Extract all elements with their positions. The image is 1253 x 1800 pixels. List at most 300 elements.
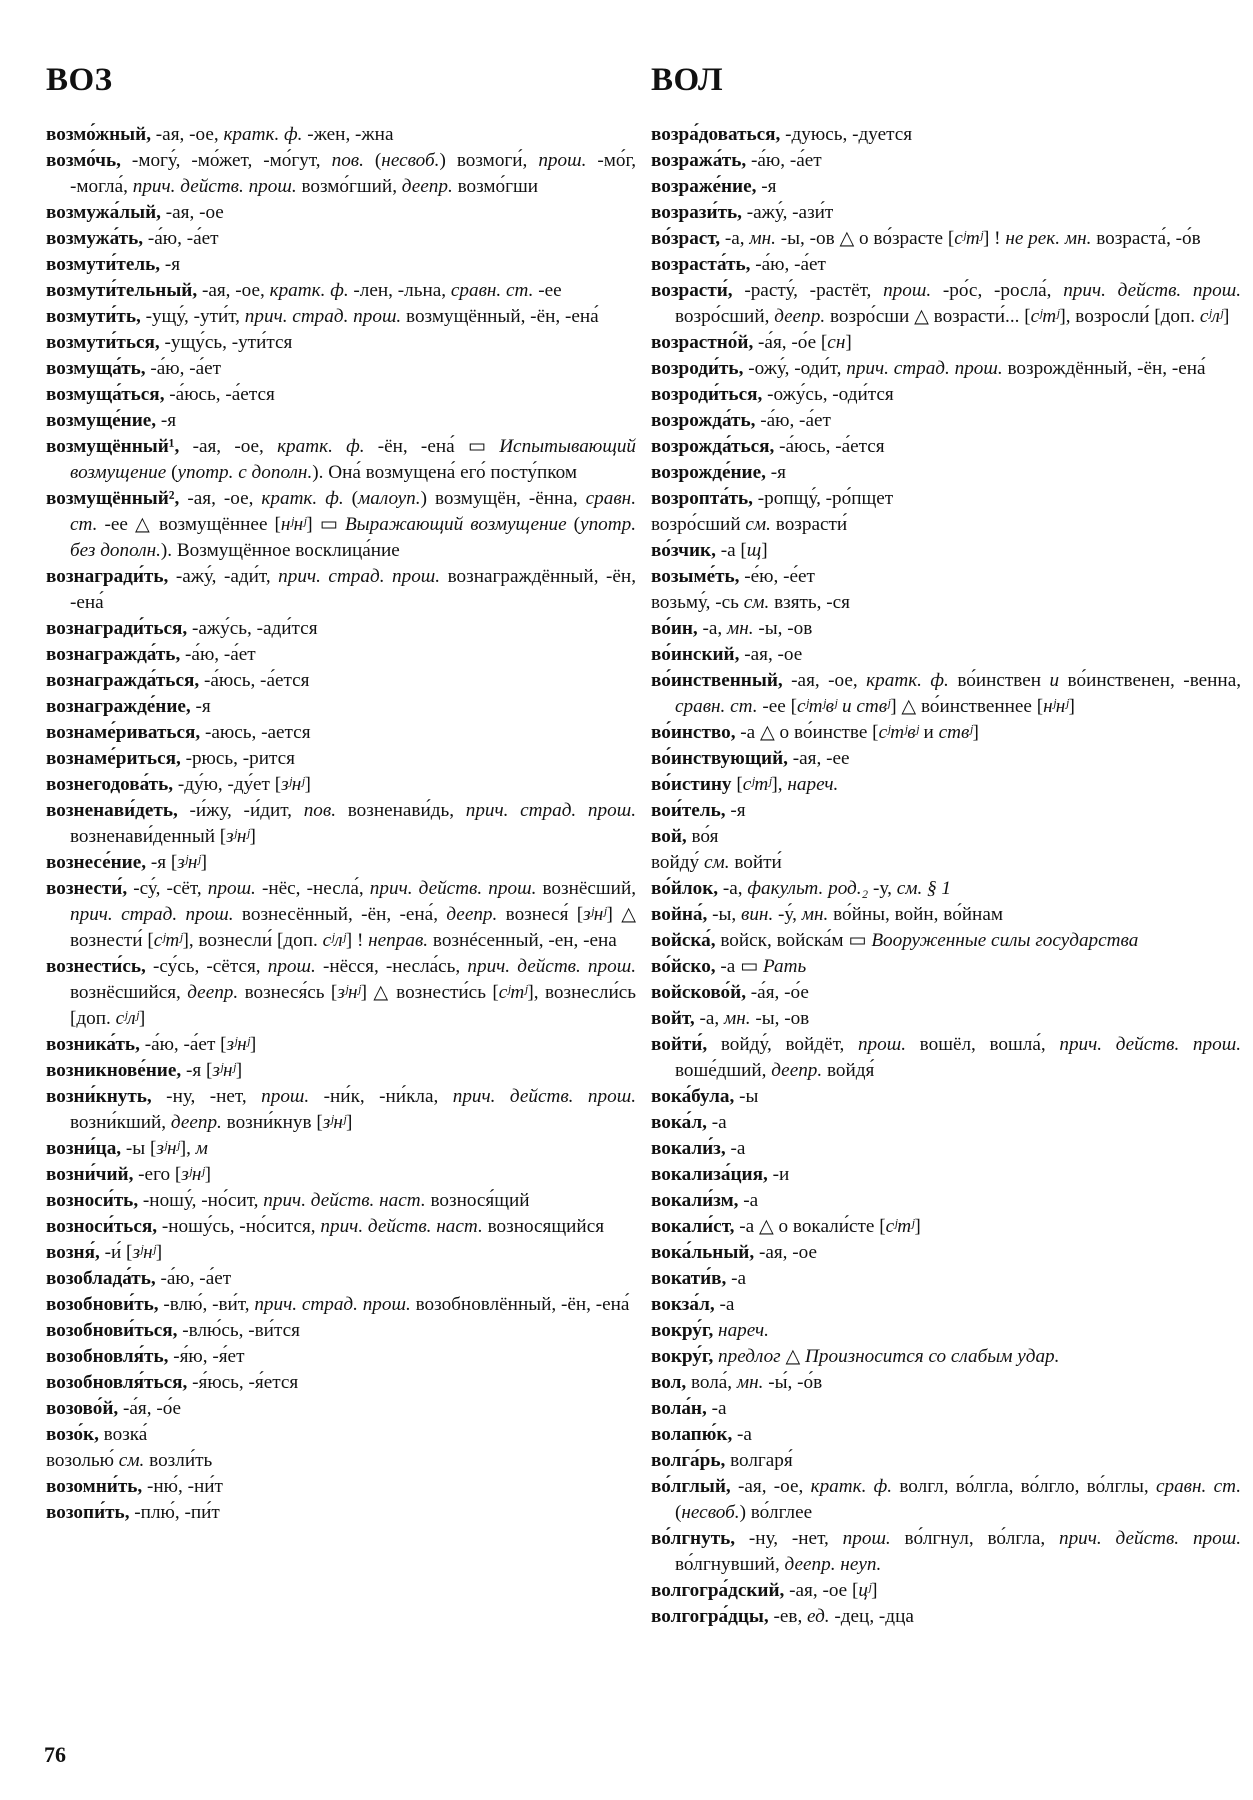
dictionary-entry <box>46 1448 636 1474</box>
grammar-note: нареч. <box>718 1320 769 1341</box>
entry-text: -а <box>706 1398 727 1419</box>
entry-text: ] △ вознести́сь [ <box>360 982 499 1003</box>
entry-headword: возроди́ться, <box>651 384 763 405</box>
grammar-note: Испытывающий возмущение <box>70 436 637 483</box>
grammar-note: нареч. <box>787 774 839 795</box>
dictionary-entry <box>651 486 1241 512</box>
grammar-note: прош. <box>857 1034 907 1055</box>
entry-headword: возобновля́ть, <box>46 1346 169 1367</box>
entry-headword: возрожда́ть, <box>651 410 756 431</box>
dictionary-entry <box>651 356 1241 382</box>
entry-text: [ <box>731 774 743 795</box>
entry-text: во́лгнувший, <box>675 1554 785 1575</box>
entry-text: возрасти́ <box>770 514 848 535</box>
grammar-note: прош. <box>842 1528 891 1549</box>
entry-text: ] <box>235 1060 243 1081</box>
grammar-note: зʲнʲ <box>177 852 201 873</box>
entry-text: -и́жу, -и́дит, <box>177 800 304 821</box>
entry-headword: во́зраст, <box>651 228 721 249</box>
entry-text: вознеся́ [ <box>497 904 584 925</box>
page-number: 76 <box>44 1742 66 1767</box>
dictionary-entry <box>651 538 1241 564</box>
grammar-note: прич. страд. прош. <box>70 904 234 925</box>
dictionary-entry <box>46 746 636 772</box>
entry-text: возро́сши △ возрасти́... [ <box>825 306 1031 327</box>
entry-text: вознéсенный, -ен, -ена <box>428 930 617 951</box>
entry-headword: вокза́л, <box>651 1294 715 1315</box>
entry-text: -и́ [ <box>99 1242 133 1263</box>
entry-text: -ее △ возмущённее [ <box>97 514 281 535</box>
entry-text: -я <box>765 462 786 483</box>
grammar-note: см. <box>118 1450 145 1471</box>
dictionary-entry <box>651 564 1241 590</box>
entry-text: ], <box>771 774 788 795</box>
dictionary-entry <box>651 928 1241 954</box>
entry-headword: волгогра́дцы, <box>651 1606 769 1627</box>
entry-text: -ожу́сь, -оди́тся <box>762 384 894 405</box>
entry-text: -у, <box>868 878 897 899</box>
grammar-note: зʲнʲ <box>337 982 361 1003</box>
entry-headword: вол, <box>651 1372 687 1393</box>
dictionary-entry <box>46 252 636 278</box>
entry-text: ] <box>972 722 979 743</box>
entry-headword: возмущённый¹, <box>46 436 180 457</box>
grammar-note: зʲнʲ <box>156 1138 180 1159</box>
grammar-note: зʲнʲ <box>322 1112 347 1133</box>
grammar-note: кратк. ф. <box>277 436 365 457</box>
entry-text: -а [ <box>715 540 747 561</box>
entry-text: во́я <box>686 826 719 847</box>
entry-text: ( <box>343 488 359 509</box>
dictionary-entry <box>46 668 636 694</box>
grammar-note: мн. <box>801 904 829 925</box>
entry-text: войск, войска́м ▭ <box>715 930 872 951</box>
grammar-note: зʲнʲ <box>181 1164 205 1185</box>
dictionary-entry <box>651 902 1241 928</box>
entry-text: -ню́, -ни́т <box>142 1476 223 1497</box>
entry-text: -ы́, -о́в <box>763 1372 823 1393</box>
grammar-note: Выражающий возмущение <box>344 514 567 535</box>
dictionary-entry <box>651 1136 1241 1162</box>
entry-text: -нёс, -несла́, <box>255 878 370 899</box>
entry-headword: вока́льный, <box>651 1242 755 1263</box>
entry-text: ( <box>675 1502 682 1523</box>
entry-text: -я [ <box>181 1060 213 1081</box>
dictionary-entry <box>651 1188 1241 1214</box>
dictionary-entry <box>651 980 1241 1006</box>
entry-headword: вокру́г, <box>651 1320 714 1341</box>
entry-text: возьму́, -сь <box>651 592 744 613</box>
grammar-note: прош. <box>883 280 932 301</box>
entry-headword: возмуще́ние, <box>46 410 157 431</box>
entry-text: -ро́с, -росла́, <box>931 280 1064 301</box>
entry-text: во́инственен, -венна, <box>1059 670 1242 691</box>
grammar-note: сравн. ст. <box>70 488 636 535</box>
dictionary-entry <box>46 1084 636 1136</box>
grammar-note: кратк. ф. <box>810 1476 893 1497</box>
entry-text: вознаграждённый, -ён, -ена́ <box>70 566 636 613</box>
entry-text: вознёсший, <box>536 878 637 899</box>
entry-text: -ы [ <box>121 1138 157 1159</box>
dictionary-entry <box>46 1318 636 1344</box>
entry-headword: возни́ца, <box>46 1138 122 1159</box>
entry-text: ] △ во́инственнее [ <box>890 696 1044 717</box>
entry-text: -ущу́сь, -ути́тся <box>159 332 293 353</box>
entry-headword: вознегодова́ть, <box>46 774 174 795</box>
entry-text: ] <box>155 1242 163 1263</box>
entry-text: возолью́ <box>46 1450 119 1471</box>
entry-text: -я <box>725 800 746 821</box>
entry-text: -ы <box>734 1086 759 1107</box>
entry-headword: возропта́ть, <box>651 488 753 509</box>
grammar-note: и <box>1049 670 1060 691</box>
entry-text: -а ▭ <box>715 956 764 977</box>
entry-text: ). Возмущённое восклица́ние <box>160 540 400 561</box>
grammar-note: сʲлʲ <box>115 1008 139 1029</box>
entry-text: ] <box>845 332 852 353</box>
grammar-note: прич. страд. прош. <box>465 800 636 821</box>
entry-text: -а́я, -о́е <box>118 1398 182 1419</box>
grammar-note: пов. <box>331 150 364 171</box>
entry-text: ] <box>914 1216 921 1237</box>
dictionary-entry <box>651 434 1241 460</box>
entry-text: -плю́, -пи́т <box>129 1502 220 1523</box>
entry-text: -а, <box>720 228 750 249</box>
entry-text: -ношу́, -но́сит, <box>138 1190 264 1211</box>
grammar-note: кратк. ф. <box>261 488 344 509</box>
entry-text: -а́юсь, -а́ется <box>164 384 275 405</box>
entry-text: -а, <box>718 878 748 899</box>
dictionary-entry <box>46 278 636 304</box>
dictionary-entry <box>46 200 636 226</box>
entry-text: -ы, -ов <box>750 1008 810 1029</box>
grammar-note: несвоб. <box>681 1502 740 1523</box>
dictionary-entry <box>651 1604 1241 1630</box>
grammar-note: прич. страд. прош. <box>244 306 402 327</box>
grammar-note: см. <box>743 592 770 613</box>
dictionary-entry <box>651 746 1241 772</box>
entry-text: -расту́, -растёт, <box>732 280 884 301</box>
entry-headword: вои́тель, <box>651 800 726 821</box>
grammar-note: деепр. неуп. <box>784 1554 882 1575</box>
entry-headword: вознесе́ние, <box>46 852 147 873</box>
dictionary-entry <box>46 1344 636 1370</box>
entry-text: -ая, -ое [ <box>784 1580 859 1601</box>
entry-headword: вознаме́риться, <box>46 748 181 769</box>
entry-text: -ая, -ое, <box>730 1476 811 1497</box>
grammar-note: прич. страд. прош. <box>846 358 1003 379</box>
grammar-note: употр. без дополн. <box>70 514 636 561</box>
dictionary-entry <box>46 798 636 850</box>
dictionary-entry <box>651 1292 1241 1318</box>
entry-text: ], <box>179 1138 196 1159</box>
dictionary-entry <box>46 226 636 252</box>
entry-text: -аюсь, -ается <box>200 722 311 743</box>
entry-headword: возмо́жный, <box>46 124 151 145</box>
entry-text: ] ! <box>345 930 369 951</box>
dictionary-entry <box>651 226 1241 252</box>
entry-text: во́йны, войн, во́йнам <box>828 904 1003 925</box>
grammar-note: сравн. ст. <box>450 280 534 301</box>
entry-text: -ая, -ое, <box>782 670 867 691</box>
dictionary-entry <box>46 954 636 1032</box>
entry-headword: волга́рь, <box>651 1450 726 1471</box>
entry-text: войдя́ <box>822 1060 875 1081</box>
dictionary-entry <box>651 772 1241 798</box>
entry-text: ] ! <box>982 228 1006 249</box>
grammar-note: сʲтʲвʲ <box>796 696 838 717</box>
grammar-note: зʲнʲ <box>281 774 305 795</box>
dictionary-entry <box>651 590 1241 616</box>
grammar-note: нʲнʲ <box>280 514 307 535</box>
entry-text: -я <box>156 410 177 431</box>
entry-text: ( <box>566 514 581 535</box>
grammar-note: прич. действ. прош. <box>1058 1528 1242 1549</box>
entry-headword: возни́чий, <box>46 1164 134 1185</box>
entry-text: -а́юсь, -а́ется <box>199 670 310 691</box>
entry-text: возли́ть <box>144 1450 213 1471</box>
entry-text: -ажу́сь, -ади́тся <box>187 618 318 639</box>
entry-headword: возо́к, <box>46 1424 99 1445</box>
entry-headword: возника́ть, <box>46 1034 140 1055</box>
entry-text: -а́ю, -а́ет <box>746 150 822 171</box>
grammar-note: прош. <box>538 150 587 171</box>
entry-text: ( <box>363 150 382 171</box>
dictionary-entry <box>46 1214 636 1240</box>
grammar-note: вин. <box>741 904 774 925</box>
entry-text: -нёсся, -несла́сь, <box>315 956 468 977</box>
entry-text: -ая, -ое, <box>179 488 262 509</box>
dictionary-entry <box>651 1396 1241 1422</box>
dictionary-entry <box>46 1136 636 1162</box>
entry-headword: вознагради́ться, <box>46 618 188 639</box>
entry-headword: возмуща́ться, <box>46 384 165 405</box>
entry-text: -влю́сь, -ви́тся <box>177 1320 300 1341</box>
entry-text: -ая, -ое <box>160 202 224 223</box>
entry-headword: возмути́ться, <box>46 332 160 353</box>
entry-text: возни́кший, <box>70 1112 171 1133</box>
entry-text: -а́ю, -а́ет <box>755 410 831 431</box>
entry-text: возка́ <box>98 1424 148 1445</box>
entry-headword: вокати́в, <box>651 1268 727 1289</box>
entry-text: вознесённый, -ён, -ена́, <box>233 904 447 925</box>
grammar-note: деепр. <box>401 176 453 197</box>
entry-headword: возникнове́ние, <box>46 1060 182 1081</box>
entry-headword: волапю́к, <box>651 1424 733 1445</box>
left-entries <box>46 122 636 1526</box>
entry-text: и <box>918 722 939 743</box>
entry-text: -могу́, -мо́жет, -мо́гут, <box>120 150 332 171</box>
entry-text: волгаря́ <box>725 1450 793 1471</box>
grammar-note: нʲнʲ <box>1043 696 1069 717</box>
entry-text: -а́ю, -а́ет <box>155 1268 232 1289</box>
entry-headword: возрасти́, <box>651 280 733 301</box>
entry-headword: возрази́ть, <box>651 202 742 223</box>
entry-headword: возненави́деть, <box>46 800 178 821</box>
entry-text: ] <box>761 540 768 561</box>
dictionary-entry <box>651 824 1241 850</box>
entry-text: возненави́денный [ <box>70 826 227 847</box>
entry-text: ], вознесли́ [доп. <box>182 930 323 951</box>
dictionary-entry <box>46 434 636 486</box>
grammar-note: прич. действ. наст. <box>263 1190 426 1211</box>
entry-text: -влю́, -ви́т, <box>158 1294 255 1315</box>
entry-text: ] <box>871 1580 878 1601</box>
dictionary-entry <box>46 330 636 356</box>
dictionary-entry <box>46 1240 636 1266</box>
dictionary-entry <box>46 694 636 720</box>
entry-headword: возмуща́ть, <box>46 358 146 379</box>
entry-headword: возоблада́ть, <box>46 1268 156 1289</box>
grammar-note: ед. <box>807 1606 830 1627</box>
grammar-note: щ <box>746 540 762 561</box>
entry-text: возмо́гший, <box>296 176 402 197</box>
dictionary-entry <box>46 876 636 954</box>
entry-text: -а, <box>694 1008 724 1029</box>
right-column <box>651 60 1241 1630</box>
entry-text: -су́сь, -сётся, <box>145 956 268 977</box>
dictionary-entry <box>651 642 1241 668</box>
dictionary-entry <box>651 460 1241 486</box>
dictionary-entry <box>46 148 636 200</box>
entry-text: вола́, <box>686 1372 737 1393</box>
entry-headword: возрастно́й, <box>651 332 754 353</box>
entry-headword: возраста́ть, <box>651 254 751 275</box>
entry-headword: во́истину <box>651 774 732 795</box>
entry-text: -ажу́, -ади́т, <box>168 566 279 587</box>
entry-headword: вока́була, <box>651 1086 735 1107</box>
dictionary-entry <box>46 1396 636 1422</box>
grammar-note: прич. действ. прош. <box>369 878 537 899</box>
grammar-note: зʲнʲ <box>226 826 250 847</box>
entry-headword: возроди́ть, <box>651 358 744 379</box>
dictionary-entry <box>46 1370 636 1396</box>
entry-text: ( <box>166 462 178 483</box>
grammar-note: прич. страд. прош. <box>254 1294 411 1315</box>
entry-headword: вока́л, <box>651 1112 707 1133</box>
grammar-note: Произносится со слабым удар. <box>805 1346 1060 1367</box>
grammar-note: предлог <box>718 1346 781 1367</box>
dictionary-entry <box>651 122 1241 148</box>
grammar-note: неправ. <box>368 930 429 951</box>
entry-headword: войти́, <box>651 1034 708 1055</box>
grammar-note: мн. <box>749 228 776 249</box>
entry-text: возраста́, -о́в <box>1091 228 1201 249</box>
dictionary-entry <box>46 1422 636 1448</box>
entry-text: -а, <box>697 618 728 639</box>
entry-text: -ожу́, -оди́т, <box>743 358 847 379</box>
dictionary-entry <box>651 1344 1241 1370</box>
entry-text: -и <box>767 1164 790 1185</box>
dictionary-entry <box>651 1448 1241 1474</box>
entry-text: -я́юсь, -я́ется <box>187 1372 299 1393</box>
grammar-note: зʲнʲ <box>226 1034 250 1055</box>
entry-text: ) возмущён, -ённа, <box>420 488 586 509</box>
entry-headword: возмужа́лый, <box>46 202 161 223</box>
entry-text: -ая, -ое, <box>151 124 224 145</box>
entry-text: -ни́к, -ни́кла, <box>309 1086 453 1107</box>
entry-text: ) возмоги́, <box>439 150 539 171</box>
dictionary-entry <box>651 278 1241 330</box>
entry-headword: вознагражде́ние, <box>46 696 191 717</box>
grammar-note: сʲтʲ <box>742 774 772 795</box>
entry-text: -а́ю, -а́ет <box>180 644 256 665</box>
dictionary-entry <box>46 304 636 330</box>
entry-text: ], возросли́ [доп. <box>1059 306 1200 327</box>
entry-text: войду́ <box>651 852 704 873</box>
entry-text: ], вознесли́сь [доп. <box>70 982 636 1029</box>
entry-text: ] <box>1068 696 1075 717</box>
entry-headword: возмути́ть, <box>46 306 141 327</box>
grammar-note: кратк. ф. <box>269 280 349 301</box>
grammar-note: зʲнʲ <box>583 904 607 925</box>
entry-text: -ев, <box>768 1606 808 1627</box>
entry-text: ] <box>249 826 256 847</box>
entry-text: во́лгнул, во́лгла, <box>890 1528 1059 1549</box>
entry-headword: вокали́зм, <box>651 1190 739 1211</box>
entry-text: -ропщу́, -ро́пщет <box>752 488 894 509</box>
dictionary-entry <box>651 1032 1241 1084</box>
guide-word-left: ВОЗ <box>46 62 113 98</box>
entry-text: -ая, -ое, <box>197 280 270 301</box>
entry-text: возмущённый, -ён, -ена́ <box>401 306 599 327</box>
grammar-note: сʲлʲ <box>1199 306 1224 327</box>
entry-text: -а <box>738 1190 759 1211</box>
grammar-note: употр. с дополн. <box>177 462 313 483</box>
entry-headword: войска́, <box>651 930 716 951</box>
dictionary-entry <box>651 798 1241 824</box>
dictionary-entry <box>651 1006 1241 1032</box>
entry-text: -а <box>732 1424 752 1445</box>
right-entries <box>651 122 1241 1630</box>
entry-headword: возмути́тельный, <box>46 280 198 301</box>
dictionary-entry <box>46 122 636 148</box>
grammar-note: прош. <box>207 878 256 899</box>
entry-headword: возноси́ться, <box>46 1216 158 1237</box>
dictionary-entry <box>46 382 636 408</box>
entry-text: -а́ю, -а́ет <box>750 254 826 275</box>
entry-headword: вознагражда́ться, <box>46 670 200 691</box>
grammar-note: прич. страд. прош. <box>278 566 441 587</box>
entry-headword: возобновля́ться, <box>46 1372 188 1393</box>
entry-headword: во́инский, <box>651 644 740 665</box>
entry-text: ] <box>304 774 311 795</box>
grammar-note: деепр. <box>446 904 498 925</box>
dictionary-entry <box>651 512 1241 538</box>
entry-text: -у́, <box>773 904 802 925</box>
entry-headword: возопи́ть, <box>46 1502 130 1523</box>
grammar-note: прич. действ. наст. <box>320 1216 483 1237</box>
grammar-note: сʲтʲ <box>1030 306 1060 327</box>
entry-text: ] ▭ <box>306 514 345 535</box>
dictionary-entry <box>46 616 636 642</box>
entry-text: возрождённый, -ён, -ена́ <box>1002 358 1206 379</box>
entry-headword: вокру́г, <box>651 1346 714 1367</box>
grammar-note: см. <box>703 852 730 873</box>
entry-text: -ы, -ов <box>753 618 813 639</box>
entry-text: -ее <box>533 280 562 301</box>
entry-headword: во́инствующий, <box>651 748 788 769</box>
grammar-note: прош. <box>267 956 316 977</box>
entry-text: -ая, -ое <box>754 1242 818 1263</box>
entry-text: -я <box>190 696 211 717</box>
dictionary-entry <box>651 252 1241 278</box>
entry-headword: возрожда́ться, <box>651 436 775 457</box>
entry-headword: во́инственный, <box>651 670 783 691</box>
grammar-note: мн. <box>723 1008 751 1029</box>
grammar-note: сʲлʲ <box>322 930 346 951</box>
dictionary-entry <box>651 616 1241 642</box>
